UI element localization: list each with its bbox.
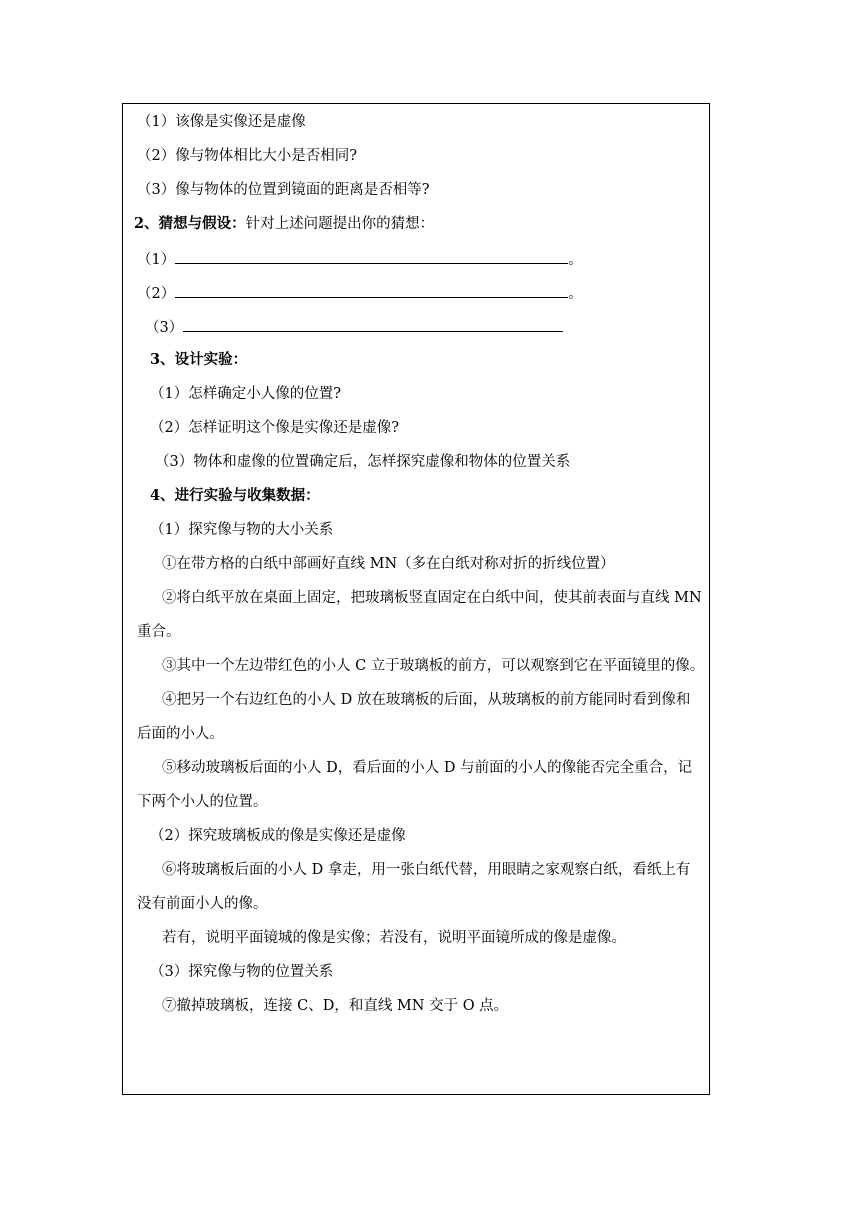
section-hypothesis-heading	[134, 215, 434, 233]
experiment-step-6b: 没有前面小人的像。	[137, 896, 268, 912]
experiment-step-6a: ⑥将玻璃板后面的小人 D 拿走，用一张白纸代替，用眼睛之家观察白纸，看纸上有	[162, 862, 691, 878]
experiment-step-2b: 重合。	[137, 624, 181, 640]
hypothesis-line-3	[145, 317, 563, 337]
section-design-heading: 3、设计实验：	[150, 351, 248, 368]
hypothesis-blank-3[interactable]	[183, 317, 563, 332]
experiment-step-1: ①在带方格的白纸中部画好直线 MN（多在白纸对称对折的折线位置）	[162, 556, 615, 572]
hypothesis-label-2: （2）	[137, 286, 176, 302]
experiment-conclusion: 若有，说明平面镜城的像是实像；若没有，说明平面镜所成的像是虚像。	[162, 930, 626, 946]
hypothesis-label-1: （1）	[137, 252, 176, 268]
hypothesis-end-1: 。	[568, 252, 583, 268]
hypothesis-blank-2[interactable]	[175, 283, 568, 298]
experiment-step-7: ⑦撤掉玻璃板，连接 C、D，和直线 MN 交于 O 点。	[162, 998, 509, 1014]
hypothesis-label-3: （3）	[145, 320, 184, 336]
experiment-step-5a: ⑤移动玻璃板后面的小人 D，看后面的小人 D 与前面的小人的像能否完全重合，记	[162, 760, 693, 776]
design-question-2: （2）怎样证明这个像是实像还是虚像?	[150, 420, 399, 436]
experiment-step-3: ③其中一个左边带红色的小人 C 立于玻璃板的前方，可以观察到它在平面镜里的像。	[162, 658, 705, 674]
experiment-part-1-title: （1）探究像与物的大小关系	[150, 522, 334, 538]
section-experiment-heading: 4、进行实验与收集数据：	[150, 487, 320, 504]
experiment-step-4b: 后面的小人。	[137, 726, 224, 742]
hypothesis-blank-1[interactable]	[175, 249, 568, 264]
design-question-1: （1）怎样确定小人像的位置?	[150, 386, 341, 402]
hypothesis-line-2	[137, 283, 583, 303]
experiment-step-2a: ②将白纸平放在桌面上固定，把玻璃板竖直固定在白纸中间，使其前表面与直线 MN	[162, 590, 702, 606]
design-question-3: （3）物体和虚像的位置确定后，怎样探究虚像和物体的位置关系	[155, 454, 571, 470]
hypothesis-heading-text: 针对上述问题提出你的猜想：	[245, 216, 435, 232]
experiment-part-3-title: （3）探究像与物的位置关系	[150, 964, 334, 980]
experiment-step-4a: ④把另一个右边红色的小人 D 放在玻璃板的后面，从玻璃板的前方能同时看到像和	[162, 692, 691, 708]
hypothesis-end-2: 。	[568, 286, 583, 302]
question-real-or-virtual: （1）该像是实像还是虚像	[137, 114, 306, 130]
question-distance-equal: （3）像与物体的位置到镜面的距离是否相等?	[137, 182, 430, 198]
experiment-part-2-title: （2）探究玻璃板成的像是实像还是虚像	[150, 828, 406, 844]
question-size-same: （2）像与物体相比大小是否相同?	[137, 148, 357, 164]
hypothesis-line-1	[137, 249, 583, 269]
experiment-step-5b: 下两个小人的位置。	[137, 794, 268, 810]
hypothesis-heading-bold: 2、猜想与假设：	[134, 215, 246, 232]
